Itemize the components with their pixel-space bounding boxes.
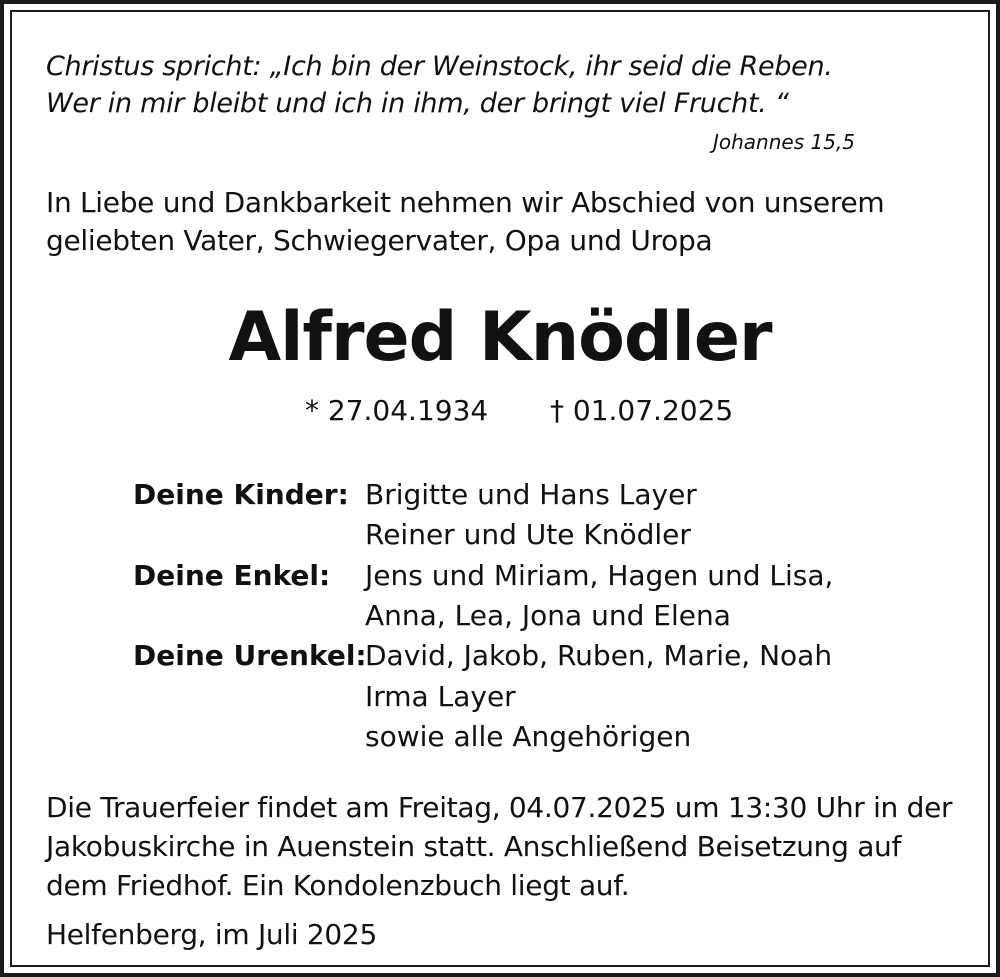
- bible-verse: [46, 48, 866, 122]
- ceremony-line: Jakobuskirche in Auenstein statt. Anschließend Beisetzung auf: [46, 830, 902, 863]
- ceremony-line: Die Trauerfeier findet am Freitag, 04.07.2025 um 13:30 Uhr in der: [46, 791, 953, 824]
- family-names: Jens und Miriam, Hagen und Lisa,: [365, 559, 834, 592]
- intro-text: [46, 184, 884, 260]
- family-label: Deine Urenkel:: [133, 639, 367, 672]
- death-date: † 01.07.2025: [550, 394, 734, 427]
- birth-date: * 27.04.1934: [305, 394, 489, 427]
- place-and-date: Helfenberg, im Juli 2025: [46, 918, 377, 951]
- family-label: Deine Kinder:: [133, 478, 349, 511]
- family-names: Irma Layer: [365, 680, 516, 713]
- ceremony-line: dem Friedhof. Ein Kondolenzbuch liegt auf.: [46, 869, 630, 902]
- family-label: Deine Enkel:: [133, 559, 331, 592]
- family-names: Anna, Lea, Jona und Elena: [365, 599, 731, 632]
- verse-line: Christus spricht: „Ich bin der Weinstock, ihr seid die Reben.: [46, 51, 833, 82]
- intro-line: In Liebe und Dankbarkeit nehmen wir Abschied von unserem: [46, 186, 885, 219]
- intro-line: geliebten Vater, Schwiegervater, Opa und Uropa: [46, 224, 713, 257]
- family-names: Reiner und Ute Knödler: [365, 518, 691, 551]
- deceased-name: Alfred Knödler: [228, 298, 772, 377]
- verse-line: Wer in mir bleibt und ich in ihm, der bringt viel Frucht. “: [46, 88, 789, 119]
- family-names: sowie alle Angehörigen: [365, 720, 692, 753]
- family-names: Brigitte und Hans Layer: [365, 478, 697, 511]
- family-names: David, Jakob, Ruben, Marie, Noah: [365, 639, 833, 672]
- verse-reference: Johannes 15,5: [712, 130, 855, 154]
- ceremony-info: [46, 788, 952, 905]
